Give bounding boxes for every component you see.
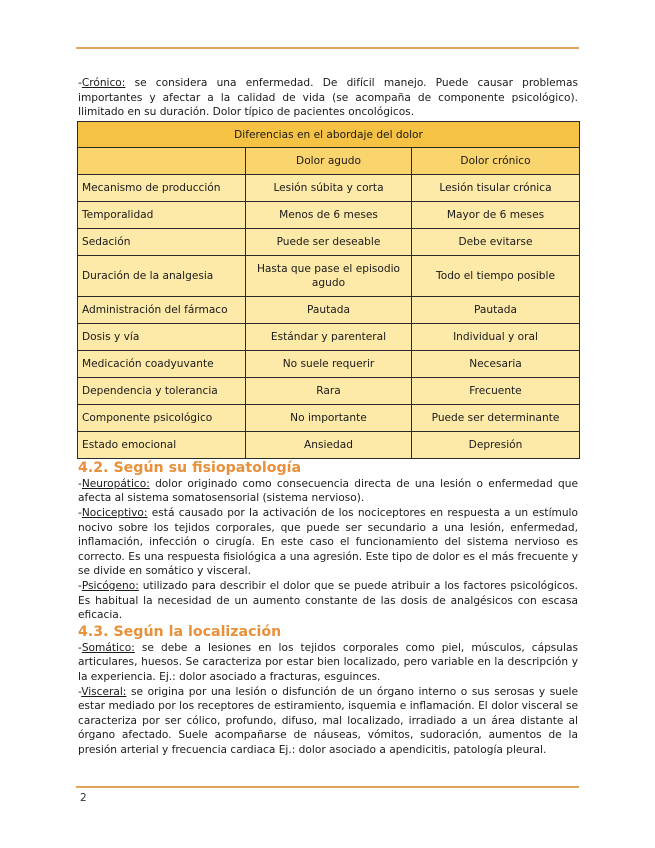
table-row xyxy=(78,255,580,296)
table-title-row xyxy=(78,121,580,147)
chronic-cell: Puede ser determinante xyxy=(412,404,580,431)
page-content xyxy=(78,76,578,757)
row-label: Dependencia y tolerancia xyxy=(78,377,246,404)
row-label: Duración de la analgesia xyxy=(78,255,246,296)
row-label: Mecanismo de producción xyxy=(78,174,246,201)
pain-differences-table xyxy=(77,121,580,459)
intro-term: Crónico: xyxy=(81,77,126,89)
row-label: Estado emocional xyxy=(78,431,246,458)
row-label: Dosis y vía xyxy=(78,323,246,350)
term-psicogeno: Psicógeno: xyxy=(81,579,139,592)
text-visceral: se origina por una lesión o disfunción de un órgano interno o sus serosas y suele estar mediado por los receptores de estiramiento, isquemia e inflamación. El dolor visceral se caracteriza por ser cólico, profundo, difuso, mal localizado, irradiado a un área distante al órgano afectado. Suele acompañarse de náuseas, vómitos, sudoración, aumentos de la presión arterial y frecuencia cardiaca Ej.: dolor asociado a apendicitis, patología pleural. xyxy=(78,685,578,756)
row-label: Componente psicológico xyxy=(78,404,246,431)
term-visceral: Visceral: xyxy=(81,685,127,698)
table-row xyxy=(78,201,580,228)
paragraph-visceral: -Visceral: se origina por una lesión o disfunción de un órgano interno o sus serosas y suele estar mediado por los receptores de estiramiento, isquemia e inflamación. El dolor visceral se caracteriza por ser cólico, profundo, difuso, mal localizado, irradiado a un área distante al órgano afectado. Suele acompañarse de náuseas, vómitos, sudoración, aumentos de la presión arterial y frecuencia cardiaca Ej.: dolor asociado a apendicitis, patología pleural. xyxy=(78,685,578,756)
paragraph-nociceptivo: -Nociceptivo: está causado por la activación de los nociceptores en respuesta a un estímulo nocivo sobre los tejidos corporales, que puede ser secundario a una lesión, enfermedad, inflamación, infección o cirugía. En este caso el funcionamiento del sistema nervioso es correcto. Es una respuesta fisiológica a una agresión. Este tipo de dolor es el más frecuente y se divide en somático y visceral. xyxy=(78,506,578,578)
chronic-cell: Depresión xyxy=(412,431,580,458)
intro-text: se considera una enfermedad. De difícil manejo. Puede causar problemas importantes y afectar a la calidad de vida (se acompaña de componente psicológico). Ilimitado en su duración. Dolor típico de pacientes oncológicos. xyxy=(78,77,578,119)
table-row xyxy=(78,377,580,404)
acute-cell: Estándar y parenteral xyxy=(246,323,412,350)
footer-rule xyxy=(76,786,579,788)
paragraph-neuropatico: -Neuropático: dolor originado como consecuencia directa de una lesión o enfermedad que afecta al sistema somatosensorial (sistema nervioso). xyxy=(78,477,578,505)
chronic-cell: Todo el tiempo posible xyxy=(412,255,580,296)
table-row xyxy=(78,404,580,431)
text-neuropatico: dolor originado como consecuencia directa de una lesión o enfermedad que afecta al sistema somatosensorial (sistema nervioso). xyxy=(78,477,578,505)
term-nociceptivo: Nociceptivo: xyxy=(81,506,148,519)
chronic-cell: Individual y oral xyxy=(412,323,580,350)
table-row xyxy=(78,350,580,377)
acute-cell: Menos de 6 meses xyxy=(246,201,412,228)
chronic-cell: Mayor de 6 meses xyxy=(412,201,580,228)
table-row xyxy=(78,228,580,255)
term-somatico: Somático: xyxy=(81,641,135,654)
term-neuropatico: Neuropático: xyxy=(81,477,150,490)
chronic-cell: Debe evitarse xyxy=(412,228,580,255)
section-heading-fisiopatologia: 4.2. Según su fisiopatología xyxy=(78,459,302,476)
acute-cell: No importante xyxy=(246,404,412,431)
table-row xyxy=(78,323,580,350)
acute-cell: Pautada xyxy=(246,296,412,323)
table-title: Diferencias en el abordaje del dolor xyxy=(78,121,580,147)
table-row xyxy=(78,296,580,323)
chronic-cell: Lesión tisular crónica xyxy=(412,174,580,201)
table-header-row xyxy=(78,147,580,174)
chronic-cell: Necesaria xyxy=(412,350,580,377)
section-heading-localizacion: 4.3. Según la localización xyxy=(78,623,282,640)
acute-cell: No suele requerir xyxy=(246,350,412,377)
table-header-acute: Dolor agudo xyxy=(246,147,412,174)
table-row xyxy=(78,174,580,201)
acute-cell: Lesión súbita y corta xyxy=(246,174,412,201)
paragraph-somatico: -Somático: se debe a lesiones en los tejidos corporales como piel, músculos, cápsulas articulares, huesos. Se caracteriza por estar bien localizado, pero variable en la descripción y la experiencia. Ej.: dolor asociado a fracturas, esguinces. xyxy=(78,641,578,683)
table-header-chronic: Dolor crónico xyxy=(412,147,580,174)
page-number: 2 xyxy=(80,792,87,804)
header-rule xyxy=(76,47,579,49)
text-psicogeno: utilizado para describir el dolor que se puede atribuir a los factores psicológicos. Es habitual la necesidad de un aumento constante de las dosis de analgésicos con escasa eficacia. xyxy=(78,579,578,622)
acute-cell: Hasta que pase el episodio agudo xyxy=(246,255,412,296)
text-somatico: se debe a lesiones en los tejidos corporales como piel, músculos, cápsulas articulares, huesos. Se caracteriza por estar bien localizado, pero variable en la descripción y la experiencia. Ej.: dolor asociado a fracturas, esguinces. xyxy=(78,641,578,683)
paragraph-psicogeno: -Psicógeno: utilizado para describir el dolor que se puede atribuir a los factores psicológicos. Es habitual la necesidad de un aumento constante de las dosis de analgésicos con escasa eficacia. xyxy=(78,579,578,622)
row-label: Temporalidad xyxy=(78,201,246,228)
acute-cell: Ansiedad xyxy=(246,431,412,458)
chronic-cell: Pautada xyxy=(412,296,580,323)
acute-cell: Puede ser deseable xyxy=(246,228,412,255)
row-label: Medicación coadyuvante xyxy=(78,350,246,377)
chronic-cell: Frecuente xyxy=(412,377,580,404)
row-label: Sedación xyxy=(78,228,246,255)
table-header-empty xyxy=(78,147,246,174)
row-label: Administración del fármaco xyxy=(78,296,246,323)
intro-paragraph: -Crónico: se considera una enfermedad. De difícil manejo. Puede causar problemas importantes y afectar a la calidad de vida (se acompaña de componente psicológico). Ilimitado en su duración. Dolor típico de pacientes oncológicos. xyxy=(78,77,578,119)
text-nociceptivo: está causado por la activación de los nociceptores en respuesta a un estímulo nocivo sobre los tejidos corporales, que puede ser secundario a una lesión, enfermedad, inflamación, infección o cirugía. En este caso el funcionamiento del sistema nervioso es correcto. Es una respuesta fisiológica a una agresión. Este tipo de dolor es el más frecuente y se divide en somático y visceral. xyxy=(78,506,578,578)
table-row xyxy=(78,431,580,458)
acute-cell: Rara xyxy=(246,377,412,404)
